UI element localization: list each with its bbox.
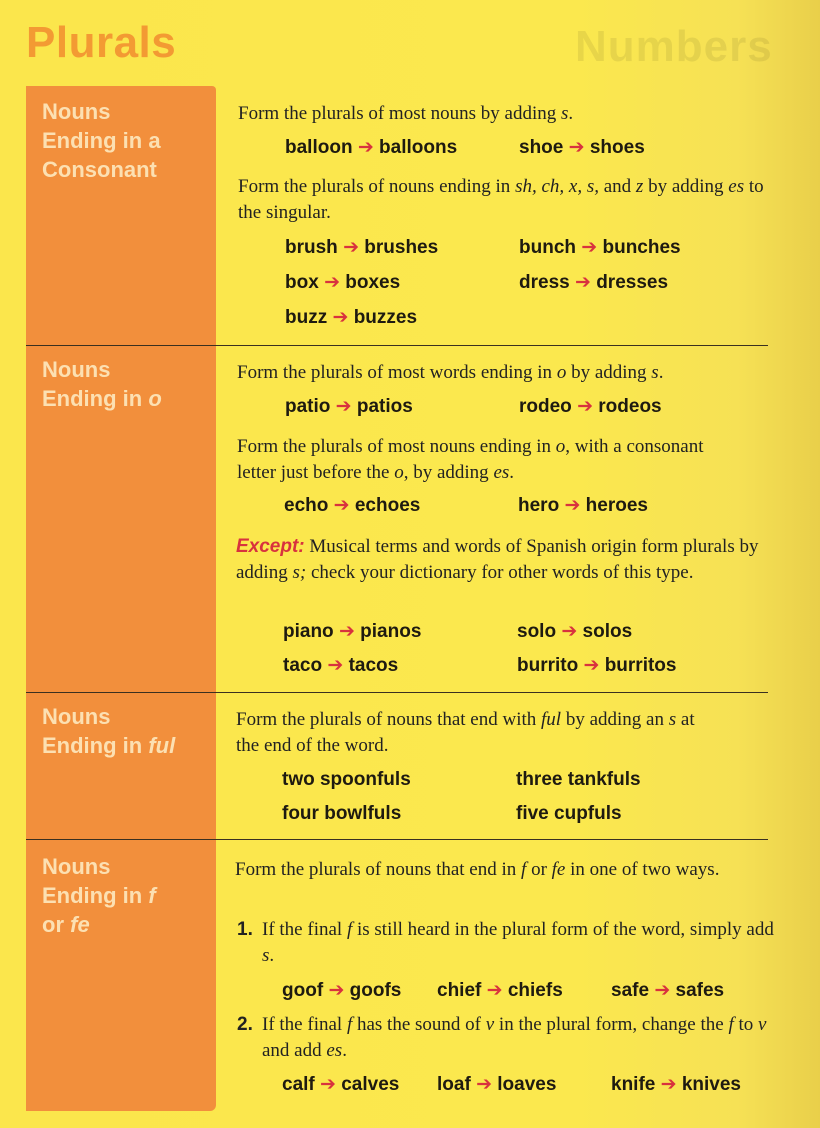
example-pair [519,394,662,420]
example-pair [283,653,398,679]
label-line: Ending in [42,883,149,908]
arrow-icon: ➔ [338,621,355,642]
plural: bunches [602,237,681,258]
singular: rodeo [519,396,572,417]
plural: loaves [497,1074,557,1095]
section-label-f [42,852,156,939]
example-pair [285,305,417,331]
text: or [526,859,552,880]
arrow-icon: ➔ [332,307,349,328]
label-line: Ending in a [42,128,161,153]
singular: chief [437,980,482,1001]
example-pair [285,270,400,296]
text-italic: ful [541,709,562,730]
plural: balloons [379,137,458,158]
example-phrase: three tankfuls [516,769,641,790]
text: . [658,362,664,383]
text-italic: s; [292,562,307,583]
label-italic: o [148,386,162,411]
example-pair [517,653,676,679]
plural: boxes [345,272,401,293]
text: in the plural form, change the [494,1014,729,1035]
step-text [262,1012,777,1064]
text: . [269,945,275,966]
text-italic: fe [551,859,566,880]
text-italic: es [326,1040,343,1061]
arrow-icon: ➔ [568,137,585,158]
plural: heroes [585,495,648,516]
singular: brush [285,237,338,258]
plural: echoes [354,495,421,516]
singular: balloon [285,137,353,158]
arrow-icon: ➔ [583,655,600,676]
text-italic: o [394,462,404,483]
example-phrase: five cupfuls [516,803,622,824]
text-italic: s [651,362,659,383]
arrow-icon: ➔ [574,272,591,293]
plural: solos [582,621,633,642]
singular: solo [517,621,557,642]
plural: burritos [604,655,677,676]
plural: tacos [348,655,399,676]
arrow-icon: ➔ [654,980,671,1001]
label-line: Nouns [42,357,111,382]
text: by adding an [561,709,669,730]
arrow-icon: ➔ [327,655,344,676]
text-italic: s [262,945,270,966]
text: and add [262,1040,327,1061]
section-label-consonant [42,97,161,184]
example-pair [519,135,645,161]
label-line: Nouns [42,704,111,729]
text-italic: es [493,462,510,483]
rule-text [238,174,768,226]
text-italic: v [758,1014,767,1035]
example-phrase: two spoonfuls [282,769,411,790]
text-italic: s [560,103,569,124]
text: , with a consonant letter just before the [237,436,704,483]
text-italic: es [728,176,745,197]
text: . [568,103,574,124]
text: to [733,1014,758,1035]
example-pair [611,978,724,1004]
example-pair [518,493,648,519]
text-italic: z [635,176,644,197]
example-pair [517,619,632,645]
rule-text [237,434,737,486]
plural: shoes [589,137,645,158]
text: by adding [566,362,652,383]
singular: safe [611,980,650,1001]
text-italic: f [346,1014,353,1035]
plural: chiefs [507,980,563,1001]
text: If the final [262,1014,347,1035]
text: is still heard in the plural form of the word, simply add [352,919,774,940]
arrow-icon: ➔ [564,495,581,516]
text: and [598,176,636,197]
arrow-icon: ➔ [320,1074,336,1095]
text: Form the plurals of nouns that end with [236,709,542,730]
arrow-icon: ➔ [577,396,593,417]
label-line: Ending in [42,386,149,411]
text-italic: f [728,1014,734,1035]
text: to the singular. [238,176,764,223]
arrow-icon: ➔ [561,621,578,642]
section-divider [26,345,768,346]
arrow-icon: ➔ [357,137,374,158]
plural: pianos [360,621,422,642]
text: by adding [643,176,729,197]
arrow-icon: ➔ [476,1074,492,1095]
text-italic: f [346,919,353,940]
text-italic: v [485,1014,495,1035]
rule-text [237,360,782,386]
example-pair [283,619,421,645]
ghost-title-bleedthrough: Numbers [575,22,773,71]
page-title: Plurals [26,18,177,67]
section-label-ful [42,702,175,760]
arrow-icon: ➔ [328,980,345,1001]
label-line: Nouns [42,99,111,124]
step-text [262,917,777,969]
example-pair [284,493,420,519]
example-pair [282,1072,399,1098]
singular: calf [282,1074,315,1095]
label-line: Nouns [42,854,111,879]
example-pair [611,1072,741,1098]
singular: dress [519,272,570,293]
text: check your dictionary for other words of this type. [306,562,694,583]
plural: safes [675,980,725,1001]
arrow-icon: ➔ [486,980,503,1001]
example-pair [437,978,563,1004]
plural: rodeos [598,396,662,417]
example-pair [285,394,413,420]
text: in one of two ways. [565,859,720,880]
singular: burrito [517,655,579,676]
plural: calves [341,1074,400,1095]
label-italic: ful [148,733,176,758]
arrow-icon: ➔ [335,396,352,417]
singular: echo [284,495,329,516]
singular: bunch [519,237,576,258]
example-pair [285,135,457,161]
plural: buzzes [353,307,418,328]
label-italic: fe [70,912,90,937]
singular: goof [282,980,324,1001]
example-phrase: four bowlfuls [282,803,402,824]
singular: loaf [437,1074,471,1095]
text-italic: o [555,436,566,457]
text: . [509,462,515,483]
step-number: 2. [237,1014,253,1035]
text: Form the plurals of most words ending in [237,362,557,383]
singular: piano [283,621,334,642]
singular: box [285,272,319,293]
plural: goofs [349,980,402,1001]
singular: shoe [519,137,564,158]
singular: taco [283,655,323,676]
section-divider [26,692,768,693]
label-line: or [42,912,71,937]
text: Form the plurals of nouns that end in [235,859,522,880]
arrow-icon: ➔ [343,237,359,258]
arrow-icon: ➔ [324,272,340,293]
label-line: Consonant [42,157,157,182]
arrow-icon: ➔ [333,495,350,516]
label-line: Ending in [42,733,149,758]
arrow-icon: ➔ [660,1074,677,1095]
singular: buzz [285,307,328,328]
rule-text [235,857,780,883]
text: If the final [262,919,347,940]
example-pair [519,235,681,261]
example-pair [285,235,438,261]
plural: brushes [364,237,439,258]
text: . [342,1040,347,1061]
plural: knives [681,1074,741,1095]
text: Form the plurals of nouns ending in [238,176,516,197]
singular: knife [611,1074,656,1095]
section-divider [26,839,768,840]
sidebar-band [26,86,216,1111]
text-italic: sh, ch, x, s, [515,176,599,197]
section-label-o [42,355,162,413]
example-pair [437,1072,556,1098]
arrow-icon: ➔ [581,237,598,258]
singular: patio [285,396,331,417]
text: at the end of the word. [236,709,695,756]
text: Form the plurals of most nouns ending in [237,436,556,457]
text: Form the plurals of most nouns by adding [238,103,561,124]
rule-text [236,707,716,759]
plural: dresses [596,272,669,293]
plural: patios [356,396,413,417]
example-pair [282,978,401,1004]
text-italic: o [556,362,567,383]
singular: hero [518,495,560,516]
text-italic: s [668,709,677,730]
label-italic: f [148,883,156,908]
example-pair [519,270,668,296]
text: Musical terms and words of Spanish origin form plurals by adding [236,536,759,583]
text: , by adding [403,462,494,483]
text: has the sound of [352,1014,486,1035]
except-label: Except: [236,536,305,557]
rule-text [238,101,778,127]
except-text [236,534,776,586]
text-italic: f [521,859,527,880]
step-number: 1. [237,919,253,940]
